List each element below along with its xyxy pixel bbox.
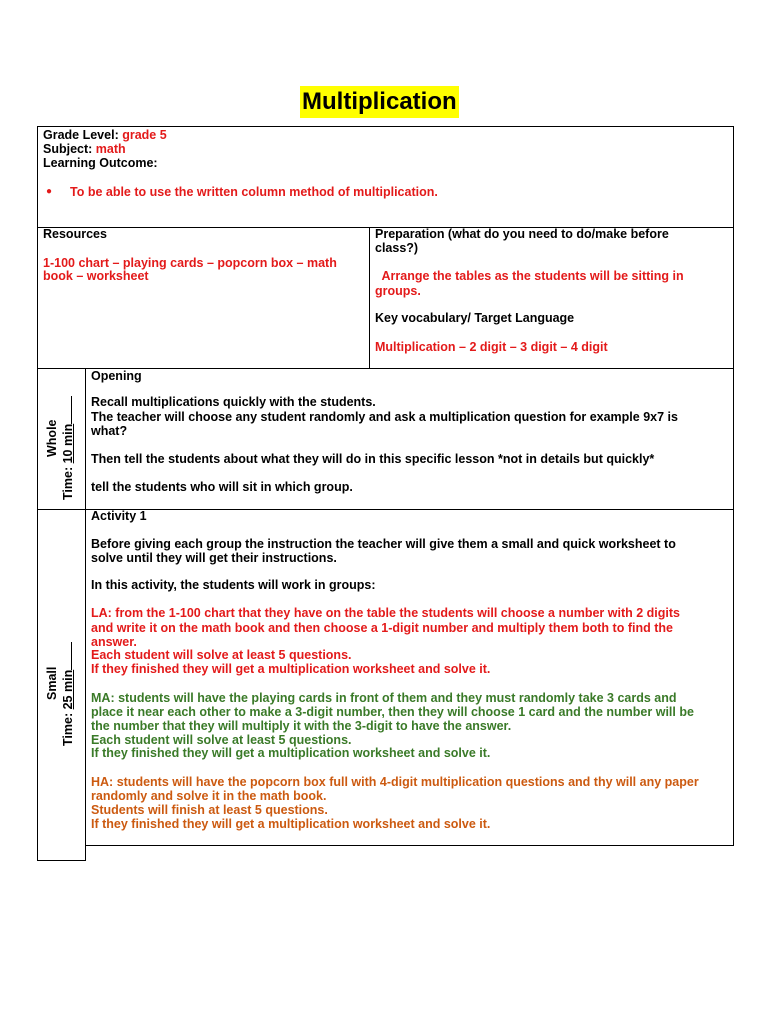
resources-line-2: book – worksheet (43, 269, 149, 283)
subject-row (43, 142, 126, 156)
la-line-2: and write it on the math book and then choose a 1-digit number and multiply them both to find the (91, 621, 673, 635)
opening-line-5: tell the students who will sit in which group. (91, 480, 353, 494)
activity-time-value: 25 min (61, 669, 75, 710)
vocabulary-heading: Key vocabulary/ Target Language (375, 311, 575, 325)
la-line-1: LA: from the 1-100 chart that they have on the table the students will choose a number with 2 digits (91, 606, 680, 620)
preparation-text-1: Arrange the tables as the students will be sitting in (375, 269, 684, 283)
ha-line-2: randomly and solve it in the math book. (91, 789, 327, 803)
resources-box (37, 227, 370, 369)
la-line-4: Each student will solve at least 5 questions. (91, 648, 352, 662)
ma-line-4: Each student will solve at least 5 questions. (91, 733, 352, 747)
learning-outcome-label: Learning Outcome: (43, 156, 158, 170)
la-line-5: If they finished they will get a multiplication worksheet and solve it. (91, 662, 491, 676)
bullet-icon: ● (46, 186, 53, 197)
ma-line-5: If they finished they will get a multiplication worksheet and solve it. (91, 746, 491, 760)
activity-intro-1: Before giving each group the instruction the teacher will give them a small and quick worksheet to (91, 537, 676, 551)
preparation-heading-2: class?) (375, 241, 419, 255)
page-title: Multiplication (300, 86, 459, 118)
activity-time-label: Time: 25 min (61, 642, 75, 746)
opening-time-value: 10 min (61, 423, 75, 464)
grade-value: grade 5 (122, 128, 167, 142)
opening-line-2: The teacher will choose any student randomly and ask a multiplication question for example 9x7 is (91, 410, 678, 424)
opening-time-label: Time: 10 min (61, 396, 75, 500)
activity-heading: Activity 1 (91, 509, 147, 523)
subject-label: Subject: (43, 142, 93, 156)
opening-line-1: Recall multiplications quickly with the students. (91, 395, 376, 409)
grade-label: Grade Level: (43, 128, 119, 142)
opening-line-4: Then tell the students about what they will do in this specific lesson *not in details but quickly* (91, 452, 655, 466)
resources-heading: Resources (43, 227, 107, 241)
activity-intro-2: solve until they will get their instructions. (91, 551, 337, 565)
activity-intro-3: In this activity, the students will work in groups: (91, 578, 376, 592)
opening-line-3: what? (91, 424, 128, 438)
subject-value: math (95, 142, 126, 156)
grade-level-row (43, 128, 167, 142)
ha-line-1: HA: students will have the popcorn box full with 4-digit multiplication questions and thy will any paper (91, 775, 699, 789)
learning-outcome-text: To be able to use the written column method of multiplication. (70, 185, 438, 199)
preparation-text-2: groups. (375, 284, 421, 298)
activity-group-label: Small (45, 666, 59, 700)
ma-line-2: place it near each other to make a 3-digit number, then they will choose 1 card and the number will be (91, 705, 694, 719)
ma-line-1: MA: students will have the playing cards in front of them and they must randomly take 3 cards and (91, 691, 677, 705)
preparation-heading-1: Preparation (what do you need to do/make before (375, 227, 669, 241)
resources-line-1: 1-100 chart – playing cards – popcorn box – math (43, 256, 337, 270)
opening-heading: Opening (91, 369, 142, 383)
ha-line-3: Students will finish at least 5 questions. (91, 803, 328, 817)
ha-line-4: If they finished they will get a multiplication worksheet and solve it. (91, 817, 491, 831)
vocabulary-text: Multiplication – 2 digit – 3 digit – 4 digit (375, 340, 608, 354)
opening-group-label: Whole (45, 419, 59, 457)
la-line-3: answer. (91, 635, 137, 649)
ma-line-3: the number that they will multiply it with the 3-digit to have the answer. (91, 719, 512, 733)
